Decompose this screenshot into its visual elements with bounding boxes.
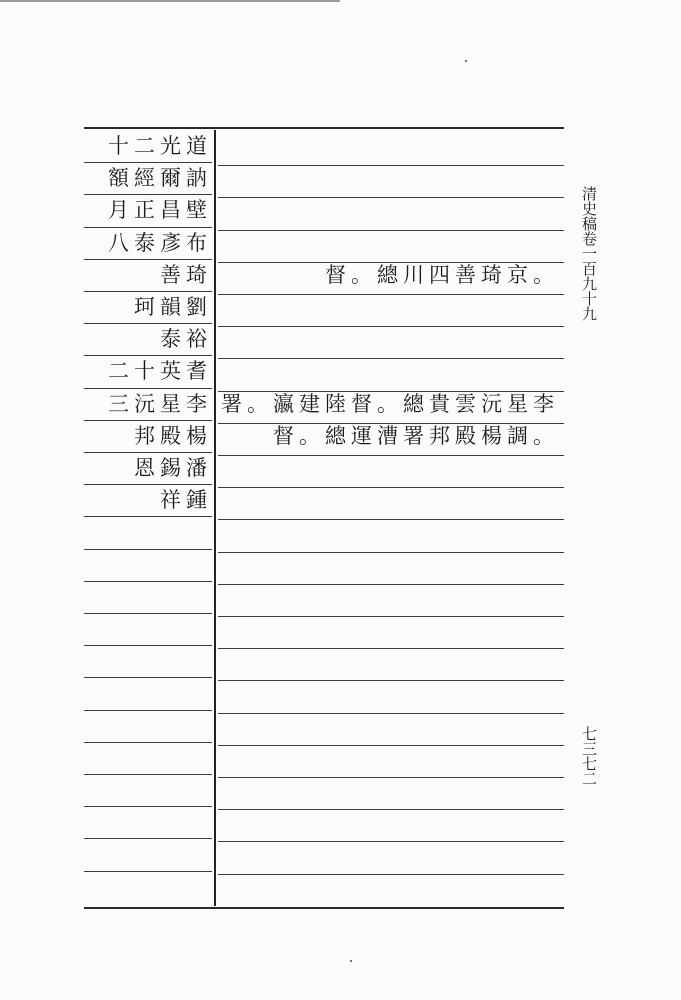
row-divider-right bbox=[218, 616, 564, 617]
row-note-cell: 督。總川四善琦京。 bbox=[325, 262, 559, 287]
row-name-cell bbox=[84, 775, 212, 805]
scan-speck bbox=[350, 960, 352, 962]
row-name-cell: 額經爾訥 bbox=[108, 166, 212, 191]
row-name-cell bbox=[84, 743, 212, 773]
row-name-cell: 恩錫潘 bbox=[134, 456, 212, 480]
row-divider-right bbox=[218, 230, 564, 231]
row-name-cell bbox=[84, 678, 212, 708]
row-divider-right bbox=[218, 197, 564, 198]
row-name-cell: 十二光道 bbox=[108, 134, 212, 158]
page-number: 七三七二 bbox=[580, 726, 598, 786]
scan-edge-line bbox=[0, 0, 340, 2]
row-divider-right bbox=[218, 584, 564, 585]
table-bottom-rule bbox=[84, 907, 564, 909]
table-top-rule bbox=[84, 127, 564, 129]
row-name-cell bbox=[84, 646, 212, 676]
side-title: 清史稿卷一百九十九 bbox=[580, 186, 598, 321]
row-name-cell bbox=[84, 807, 212, 837]
row-name-cell: 邦殿楊 bbox=[134, 423, 212, 448]
row-divider-right bbox=[218, 809, 564, 810]
row-name-cell: 月正昌壁 bbox=[108, 198, 212, 223]
row-name-cell bbox=[84, 711, 212, 741]
row-name-cell: 祥鍾 bbox=[160, 488, 212, 513]
row-divider-right bbox=[218, 680, 564, 681]
row-name-cell bbox=[84, 614, 212, 644]
row-name-cell: 八泰彥布 bbox=[108, 230, 212, 255]
row-name-cell bbox=[84, 517, 212, 547]
row-divider-right bbox=[218, 165, 564, 166]
row-note-cell: 署。瀛建陸督。總貴雲沅星李 bbox=[221, 391, 559, 416]
row-name-cell: 泰裕 bbox=[160, 327, 212, 352]
row-divider-right bbox=[218, 841, 564, 842]
row-divider-right bbox=[218, 777, 564, 778]
row-name-cell bbox=[84, 872, 212, 902]
column-separator bbox=[214, 130, 216, 906]
row-name-cell bbox=[84, 839, 212, 869]
row-divider-right bbox=[218, 358, 564, 359]
row-note-cell: 督。總運漕署邦殿楊調。 bbox=[273, 423, 559, 448]
row-divider-right bbox=[218, 487, 564, 488]
row-divider-right bbox=[218, 713, 564, 714]
scan-speck bbox=[465, 60, 467, 62]
row-divider-right bbox=[218, 519, 564, 520]
row-divider-right bbox=[218, 648, 564, 649]
row-name-cell bbox=[84, 582, 212, 612]
row-divider-right bbox=[218, 745, 564, 746]
row-divider-right bbox=[218, 455, 564, 456]
row-name-cell bbox=[84, 550, 212, 580]
row-divider-right bbox=[218, 294, 564, 295]
row-name-cell: 二十英耆 bbox=[108, 359, 212, 384]
row-divider-right bbox=[218, 326, 564, 327]
row-name-cell: 善琦 bbox=[160, 262, 212, 287]
row-name-cell: 珂韻劉 bbox=[134, 295, 212, 319]
row-divider-right bbox=[218, 552, 564, 553]
row-divider-right bbox=[218, 874, 564, 875]
row-name-cell: 三沅星李 bbox=[108, 391, 212, 416]
